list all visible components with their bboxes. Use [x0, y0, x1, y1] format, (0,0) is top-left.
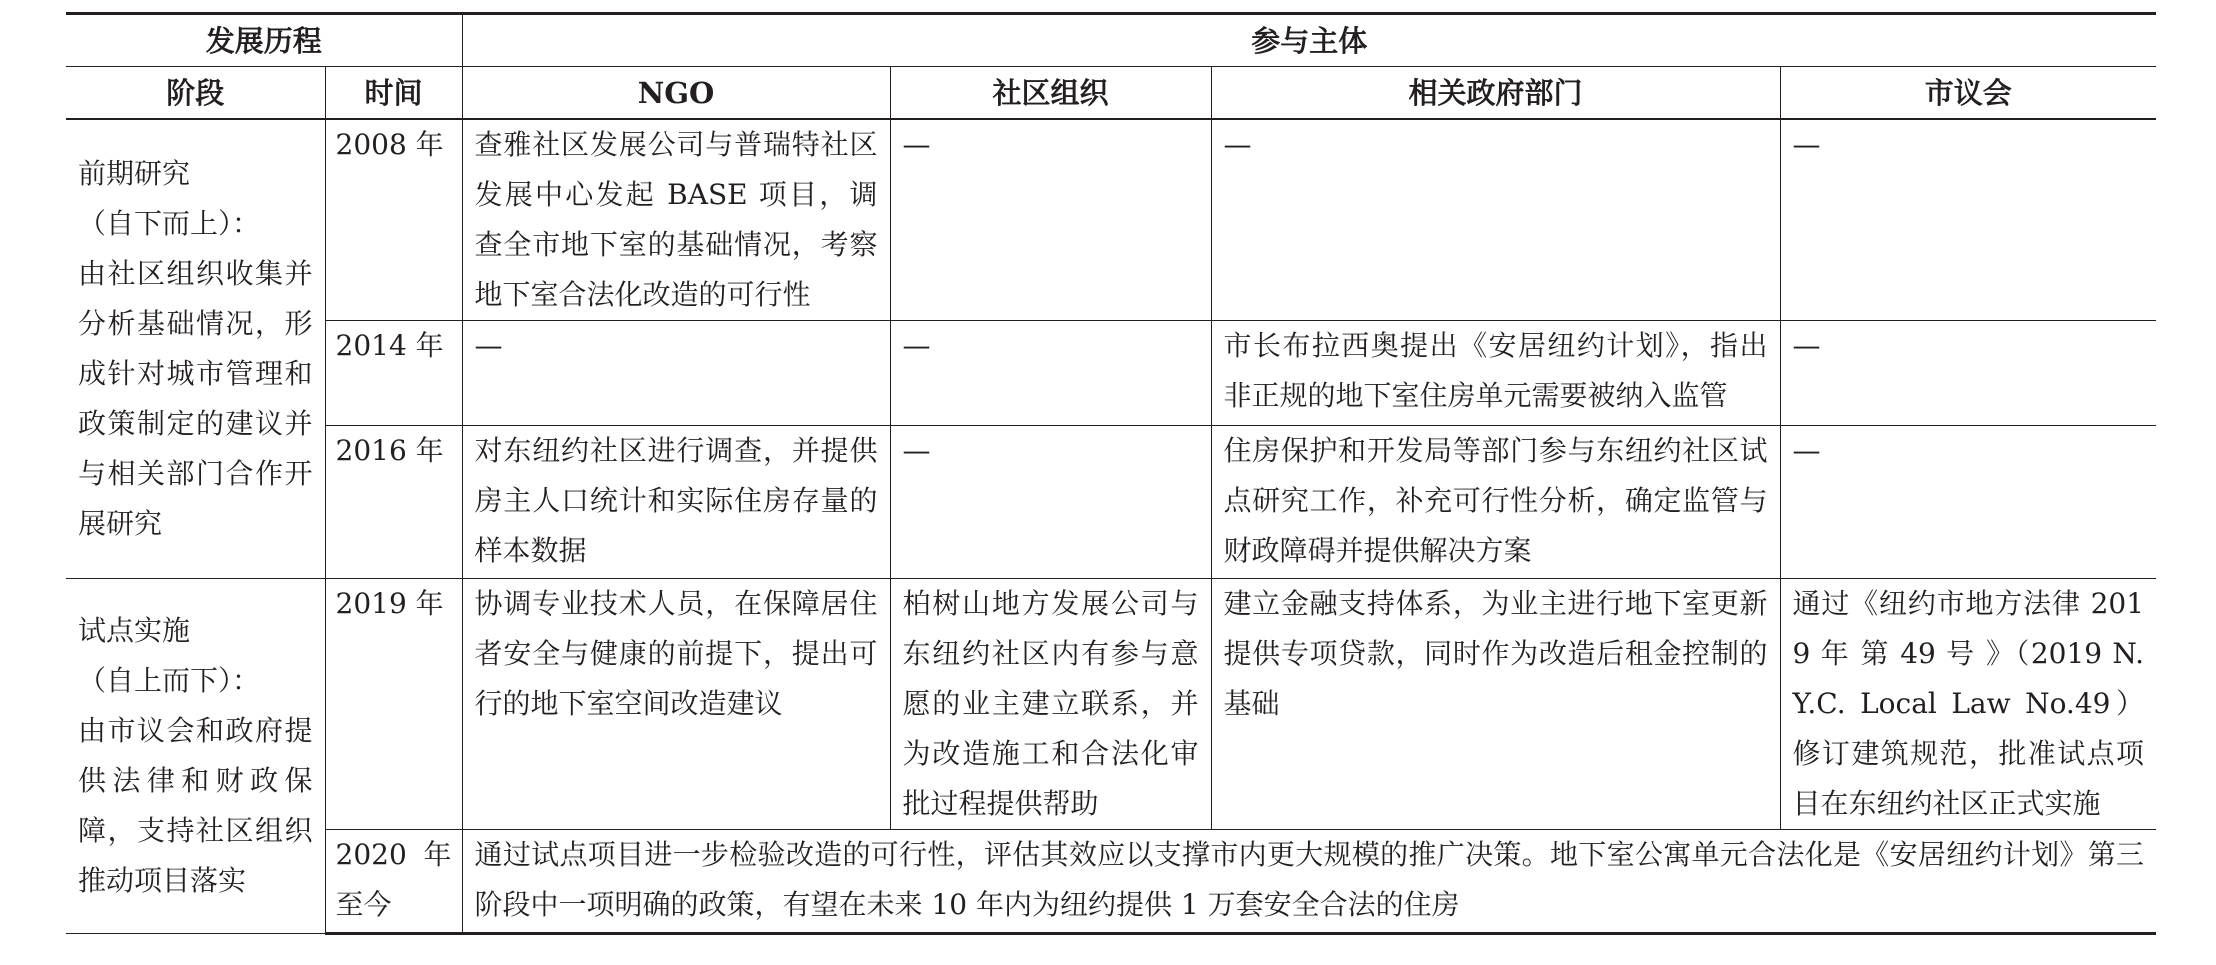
council-cell: — [1780, 119, 2156, 321]
header-ngo: NGO [462, 67, 890, 120]
time-cell: 2014 年 [325, 321, 462, 426]
stage-title: 试点实施 [78, 614, 191, 647]
stage-pilot-cell [66, 579, 325, 934]
community-cell: — [890, 119, 1211, 321]
time-cell: 2008 年 [325, 119, 462, 321]
ngo-cell: — [462, 321, 890, 426]
header-government: 相关政府部门 [1211, 67, 1780, 120]
government-cell: 建立金融支持体系，为业主进行地下室更新提供专项贷款，同时作为改造后租金控制的基础 [1211, 579, 1780, 830]
stage-research-cell [66, 119, 325, 579]
community-cell: 柏树山地方发展公司与东纽约社区内有参与意愿的业主建立联系，并为改造施工和合法化审批过程提供帮助 [890, 579, 1211, 830]
table-row [66, 321, 2156, 426]
table-row [66, 579, 2156, 830]
time-cell: 2020 年至今 [325, 830, 462, 934]
header-row-top [66, 14, 2156, 67]
merged-outcome-cell: 通过试点项目进一步检验改造的可行性，评估其效应以支撑市内更大规模的推广决策。地下室公寓单元合法化是《安居纽约计划》第三阶段中一项明确的政策，有望在未来 10 年内为纽约提供 1 万套安全合法的住房 [462, 830, 2156, 934]
stage-direction: （自上而下）： [78, 664, 261, 697]
stage-description: 由市议会和政府提供法律和财政保障，支持社区组织推动项目落实 [78, 714, 313, 897]
header-community: 社区组织 [890, 67, 1211, 120]
header-history: 发展历程 [66, 14, 462, 67]
header-row-sub [66, 67, 2156, 120]
council-cell: 通过《纽约市地方法律 2019 年 第 49 号 》（2019 N.Y.C. Local Law No.49）修订建筑规范，批准试点项目在东纽约社区正式实施 [1780, 579, 2156, 830]
government-cell: 住房保护和开发局等部门参与东纽约社区试点研究工作，补充可行性分析，确定监管与财政障碍并提供解决方案 [1211, 426, 1780, 579]
community-cell: — [890, 321, 1211, 426]
stage-direction: （自下而上）： [78, 207, 261, 240]
government-cell: 市长布拉西奥提出《安居纽约计划》，指出非正规的地下室住房单元需要被纳入监管 [1211, 321, 1780, 426]
government-cell: — [1211, 119, 1780, 321]
header-council: 市议会 [1780, 67, 2156, 120]
time-cell: 2016 年 [325, 426, 462, 579]
table-row [66, 426, 2156, 579]
stage-description: 由社区组织收集并分析基础情况，形成针对城市管理和政策制定的建议并与相关部门合作开展研究 [78, 257, 313, 540]
table-row [66, 830, 2156, 934]
header-time: 时间 [325, 67, 462, 120]
council-cell: — [1780, 321, 2156, 426]
council-cell: — [1780, 426, 2156, 579]
ngo-cell: 对东纽约社区进行调查，并提供房主人口统计和实际住房存量的样本数据 [462, 426, 890, 579]
stage-title: 前期研究 [78, 157, 191, 190]
development-table [66, 12, 2156, 935]
table-row [66, 119, 2156, 321]
ngo-cell: 查雅社区发展公司与普瑞特社区发展中心发起 BASE 项目，调查全市地下室的基础情况，考察地下室合法化改造的可行性 [462, 119, 890, 321]
header-participants: 参与主体 [462, 14, 2156, 67]
ngo-cell: 协调专业技术人员，在保障居住者安全与健康的前提下，提出可行的地下室空间改造建议 [462, 579, 890, 830]
header-stage: 阶段 [66, 67, 325, 120]
time-cell: 2019 年 [325, 579, 462, 830]
community-cell: — [890, 426, 1211, 579]
